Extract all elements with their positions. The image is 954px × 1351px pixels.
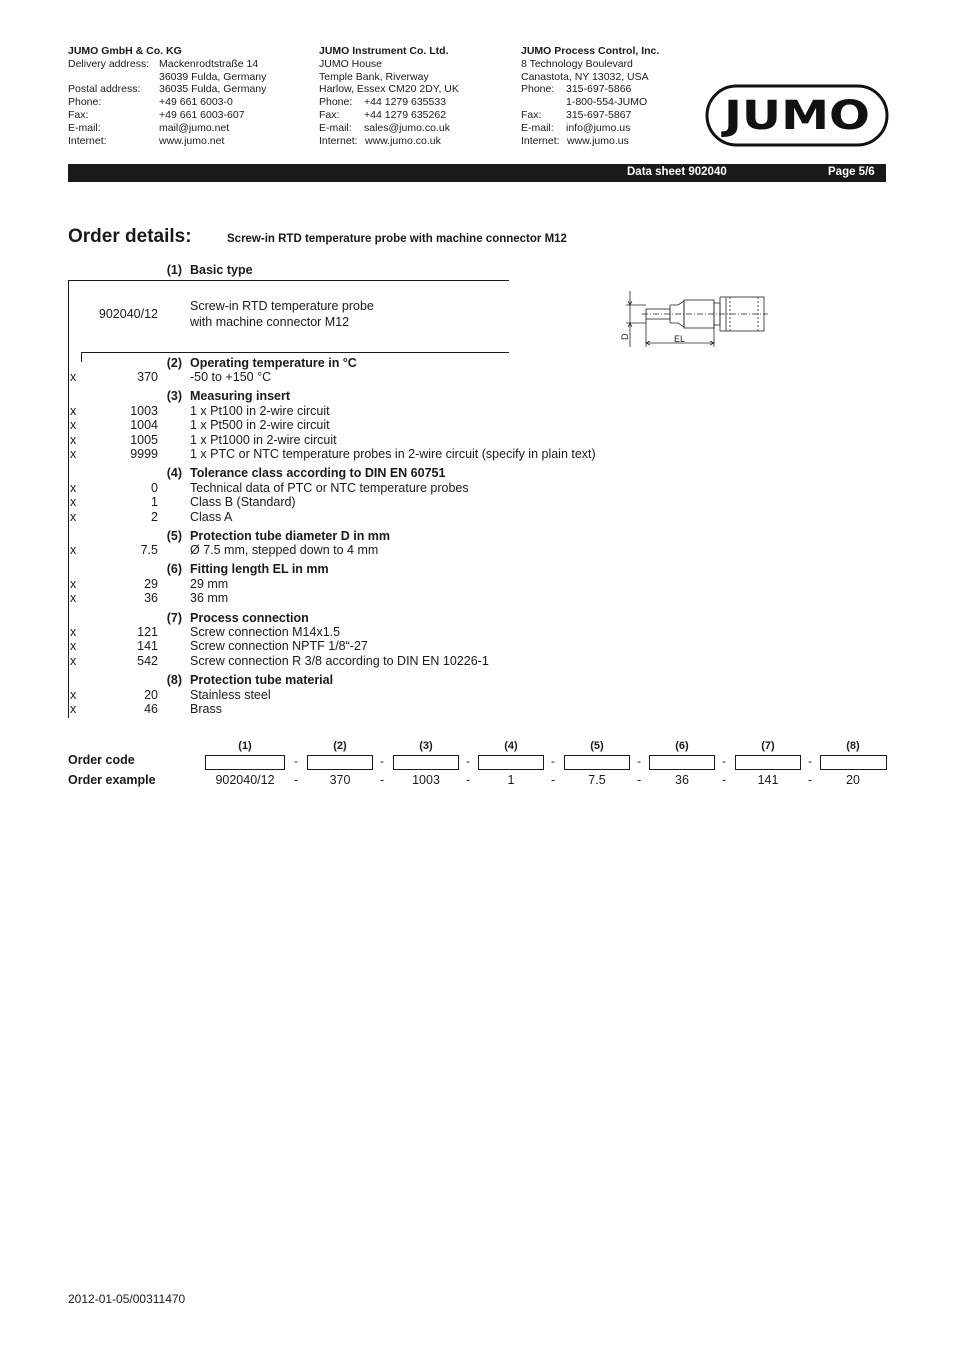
address-label: Phone: <box>319 96 353 109</box>
order-example-value: 36 <box>675 773 689 787</box>
dimension-label-el: EL <box>674 334 686 344</box>
section-number: (1) <box>166 263 182 277</box>
section-heading: Protection tube diameter D in mm <box>190 529 391 543</box>
address-value: www.jumo.us <box>567 134 629 147</box>
option-desc: Class A <box>190 510 233 524</box>
address-value: +44 1279 635533 <box>364 96 447 109</box>
order-example-value: 141 <box>757 773 779 787</box>
address-label: Delivery address: <box>68 57 150 70</box>
option-desc: Stainless steel <box>190 688 271 702</box>
order-code-separator: - <box>380 754 384 768</box>
address-value: mail@jumo.net <box>159 121 230 134</box>
option-code: 121 <box>137 625 158 639</box>
address-value: www.jumo.net <box>159 134 225 147</box>
option-marker: x <box>70 639 77 653</box>
address-value: +44 1279 635262 <box>364 108 447 121</box>
order-code-separator: - <box>551 754 555 768</box>
order-code-label: Order code <box>68 753 135 767</box>
section-heading: Measuring insert <box>190 389 291 403</box>
company-address-usa <box>521 45 659 147</box>
option-desc: 1 x PTC or NTC temperature probes in 2-wire circuit (specify in plain text) <box>190 447 596 461</box>
order-code-field-2[interactable] <box>307 755 373 770</box>
dimension-label-d: D <box>620 333 630 340</box>
address-value: 8 Technology Boulevard <box>521 57 633 70</box>
company-address-uk <box>319 45 459 147</box>
order-code-header: (8) <box>846 740 860 752</box>
option-desc: 36 mm <box>190 591 229 605</box>
address-value: 1-800-554-JUMO <box>566 96 648 109</box>
address-label: E-mail: <box>521 121 554 134</box>
option-desc: 1 x Pt500 in 2-wire circuit <box>190 418 330 432</box>
order-example-separator: - <box>722 773 727 787</box>
option-desc: Screw connection M14x1.5 <box>190 625 341 639</box>
order-example-separator: - <box>380 773 385 787</box>
order-code-header: (6) <box>675 740 689 752</box>
section-number: (2) <box>166 356 182 370</box>
order-code-field-3[interactable] <box>393 755 459 770</box>
address-label: Fax: <box>319 108 340 121</box>
divider <box>81 352 82 362</box>
company-name: JUMO GmbH & Co. KG <box>68 45 182 57</box>
option-code: 1003 <box>130 404 158 418</box>
order-code-field-7[interactable] <box>735 755 801 770</box>
order-example-separator: - <box>466 773 471 787</box>
order-code-header: (1) <box>238 740 252 752</box>
order-code-field-5[interactable] <box>564 755 630 770</box>
section-number: (7) <box>166 611 182 625</box>
option-desc: 1 x Pt100 in 2-wire circuit <box>190 404 330 418</box>
order-code-header: (4) <box>504 740 518 752</box>
option-marker: x <box>70 702 77 716</box>
datasheet-header-bar <box>68 164 886 182</box>
order-example-label: Order example <box>68 773 156 787</box>
option-code: 542 <box>137 654 158 668</box>
address-label: Internet: <box>68 134 107 147</box>
option-code: 36 <box>144 591 158 605</box>
order-example-separator: - <box>808 773 813 787</box>
page-number: Page 5/6 <box>828 166 875 178</box>
divider <box>68 280 69 718</box>
company-name: JUMO Instrument Co. Ltd. <box>319 45 449 57</box>
address-value: +49 661 6003-0 <box>159 96 233 109</box>
logo-text: JUMO <box>720 93 870 139</box>
address-label: E-mail: <box>68 121 101 134</box>
option-marker: x <box>70 418 77 432</box>
order-code-header: (2) <box>333 740 347 752</box>
option-desc: Class B (Standard) <box>190 495 296 509</box>
option-code: 9999 <box>130 447 158 461</box>
order-code-header: (3) <box>419 740 433 752</box>
basic-type-desc: Screw-in RTD temperature probe <box>190 299 374 313</box>
address-value: +49 661 6003-607 <box>159 108 245 121</box>
datasheet-number: Data sheet 902040 <box>627 166 727 178</box>
option-marker: x <box>70 591 77 605</box>
section-heading: Process connection <box>190 611 309 625</box>
order-code-field-1[interactable] <box>205 755 285 770</box>
order-code-separator: - <box>808 754 812 768</box>
section-number: (4) <box>166 466 182 480</box>
order-example-value: 1 <box>507 773 515 787</box>
section-heading: Fitting length EL in mm <box>190 562 329 576</box>
order-example-value: 7.5 <box>588 773 606 787</box>
order-code-separator: - <box>637 754 641 768</box>
option-desc: Technical data of PTC or NTC temperature probes <box>190 481 469 495</box>
option-marker: x <box>70 543 77 557</box>
option-desc: Screw connection R 3/8 according to DIN EN 10226-1 <box>190 654 489 668</box>
address-value: 315-697-5866 <box>566 83 632 96</box>
option-marker: x <box>70 433 77 447</box>
option-marker: x <box>70 510 77 524</box>
option-marker: x <box>70 577 77 591</box>
address-value: 315-697-5867 <box>566 108 632 121</box>
option-code: 7.5 <box>140 543 158 557</box>
option-marker: x <box>70 495 77 509</box>
option-code: 141 <box>137 639 158 653</box>
basic-type-code: 902040/12 <box>98 307 158 321</box>
order-example-value: 370 <box>329 773 351 787</box>
address-label: Internet: <box>521 134 560 147</box>
section-number: (8) <box>166 673 182 687</box>
address-label <box>521 96 566 109</box>
document-footer-id: 2012-01-05/00311470 <box>68 1292 186 1306</box>
address-label: Fax: <box>521 108 542 121</box>
order-example-value: 1003 <box>412 773 440 787</box>
option-desc: Screw connection NPTF 1/8“-27 <box>190 639 368 653</box>
section-heading: Tolerance class according to DIN EN 60751 <box>190 466 446 480</box>
divider <box>81 352 509 353</box>
option-desc: 29 mm <box>190 577 229 591</box>
section-heading: Protection tube material <box>190 673 334 687</box>
basic-type-desc: with machine connector M12 <box>190 315 350 329</box>
option-desc: Brass <box>190 702 222 716</box>
section-number: (6) <box>166 562 182 576</box>
option-code: 2 <box>151 510 158 524</box>
address-label <box>68 71 159 84</box>
address-value: Harlow, Essex CM20 2DY, UK <box>319 83 459 96</box>
order-code-header: (5) <box>590 740 604 752</box>
section-heading: Operating temperature in °C <box>190 356 357 370</box>
section-number: (5) <box>166 529 182 543</box>
probe-drawing <box>618 285 768 350</box>
order-example-separator: - <box>551 773 556 787</box>
option-code: 370 <box>137 370 158 384</box>
address-label: Phone: <box>68 96 102 109</box>
page-subtitle: Screw-in RTD temperature probe with machine connector M12 <box>227 233 567 245</box>
order-code-field-4[interactable] <box>478 755 544 770</box>
option-code: 1 <box>151 495 158 509</box>
order-example-value: 902040/12 <box>215 773 275 787</box>
option-code: 46 <box>144 702 158 716</box>
address-label: Internet: <box>319 134 358 147</box>
option-marker: x <box>70 447 77 461</box>
address-value: www.jumo.co.uk <box>365 134 441 147</box>
option-desc: -50 to +150 °C <box>190 370 272 384</box>
company-name: JUMO Process Control, Inc. <box>521 45 660 57</box>
order-example-separator: - <box>637 773 642 787</box>
option-desc: Ø 7.5 mm, stepped down to 4 mm <box>190 543 379 557</box>
order-code-field-8[interactable] <box>820 755 887 770</box>
address-label: Phone: <box>521 83 555 96</box>
order-example-value: 20 <box>846 773 860 787</box>
address-value: sales@jumo.co.uk <box>364 121 450 134</box>
option-marker: x <box>70 688 77 702</box>
order-code-header: (7) <box>761 740 775 752</box>
divider <box>68 280 509 281</box>
address-value: 36035 Fulda, Germany <box>159 83 267 96</box>
order-example-separator: - <box>294 773 299 787</box>
address-label: E-mail: <box>319 121 352 134</box>
option-code: 1005 <box>130 433 158 447</box>
address-value: 36039 Fulda, Germany <box>159 70 267 83</box>
option-marker: x <box>70 404 77 418</box>
address-value: Canastota, NY 13032, USA <box>521 70 649 83</box>
address-value: Temple Bank, Riverway <box>319 70 429 83</box>
order-code-separator: - <box>294 754 298 768</box>
address-label: Postal address: <box>68 83 141 96</box>
address-label: Fax: <box>68 108 89 121</box>
order-code-separator: - <box>722 754 726 768</box>
option-desc: 1 x Pt1000 in 2-wire circuit <box>190 433 337 447</box>
order-code-separator: - <box>466 754 470 768</box>
option-code: 20 <box>144 688 158 702</box>
page-title: Order details: <box>68 226 192 247</box>
address-value: Mackenrodtstraße 14 <box>159 57 259 70</box>
order-code-field-6[interactable] <box>649 755 715 770</box>
option-marker: x <box>70 481 77 495</box>
option-code: 1004 <box>130 418 158 432</box>
option-marker: x <box>70 625 77 639</box>
address-value: JUMO House <box>319 57 383 70</box>
address-value: info@jumo.us <box>566 121 631 134</box>
company-address-germany <box>68 45 266 147</box>
option-code: 0 <box>151 481 158 495</box>
option-marker: x <box>70 370 77 384</box>
section-number: (3) <box>166 389 182 403</box>
option-code: 29 <box>144 577 158 591</box>
jumo-logo <box>705 84 889 147</box>
option-marker: x <box>70 654 77 668</box>
section-heading: Basic type <box>190 263 253 277</box>
